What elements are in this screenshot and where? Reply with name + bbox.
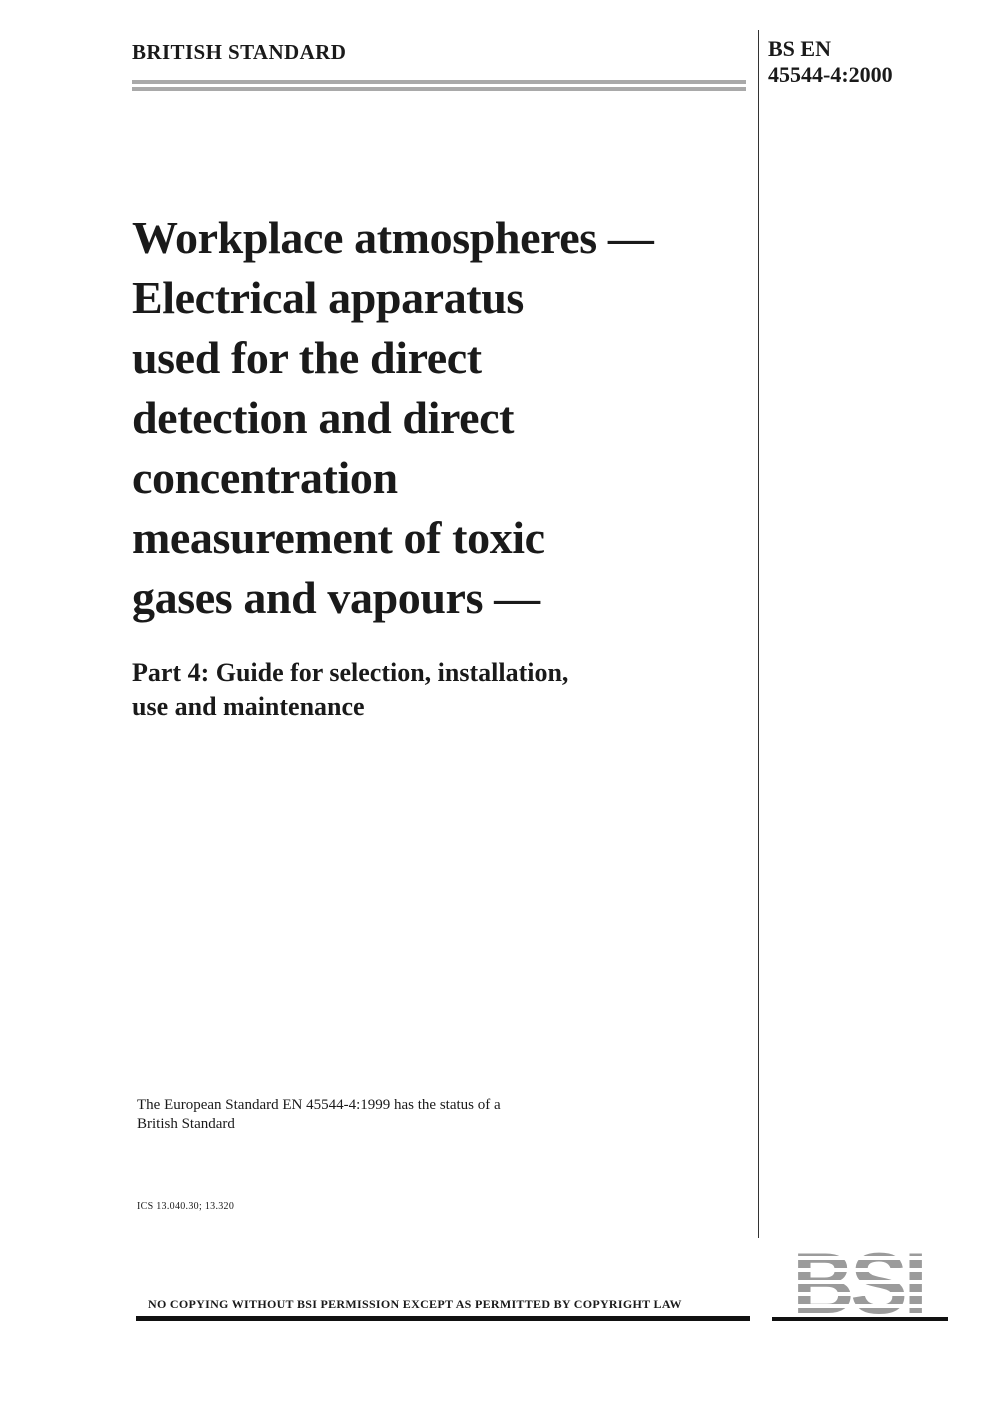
title-line: Workplace atmospheres — — [132, 212, 654, 263]
document-part-title — [132, 656, 742, 724]
ics-code: ICS 13.040.30; 13.320 — [137, 1201, 235, 1212]
title-line: gases and vapours — — [132, 572, 540, 623]
bsi-logo-icon — [772, 1242, 948, 1322]
footer-rule — [136, 1316, 750, 1321]
status-statement — [137, 1096, 577, 1134]
part-title-line: Part 4: Guide for selection, installation, — [132, 658, 569, 687]
standard-number-code: 45544-4:2000 — [768, 62, 893, 87]
status-line: The European Standard EN 45544-4:1999 has the status of a — [137, 1097, 501, 1113]
standard-number-prefix: BS EN — [768, 36, 831, 61]
title-line: used for the direct — [132, 332, 482, 383]
document-title — [132, 208, 742, 628]
title-line: measurement of toxic — [132, 512, 545, 563]
title-line: detection and direct — [132, 392, 515, 443]
header-rule-bottom — [132, 87, 746, 91]
standard-number — [768, 36, 893, 88]
part-title-line: use and maintenance — [132, 692, 365, 721]
vertical-divider — [758, 30, 759, 1238]
status-line: British Standard — [137, 1116, 235, 1132]
document-series-label: BRITISH STANDARD — [132, 40, 347, 64]
header-rule-top — [132, 80, 746, 84]
copyright-notice: NO COPYING WITHOUT BSI PERMISSION EXCEPT AS PERMITTED BY COPYRIGHT LAW — [148, 1297, 682, 1311]
title-line: concentration — [132, 452, 398, 503]
title-line: Electrical apparatus — [132, 272, 524, 323]
